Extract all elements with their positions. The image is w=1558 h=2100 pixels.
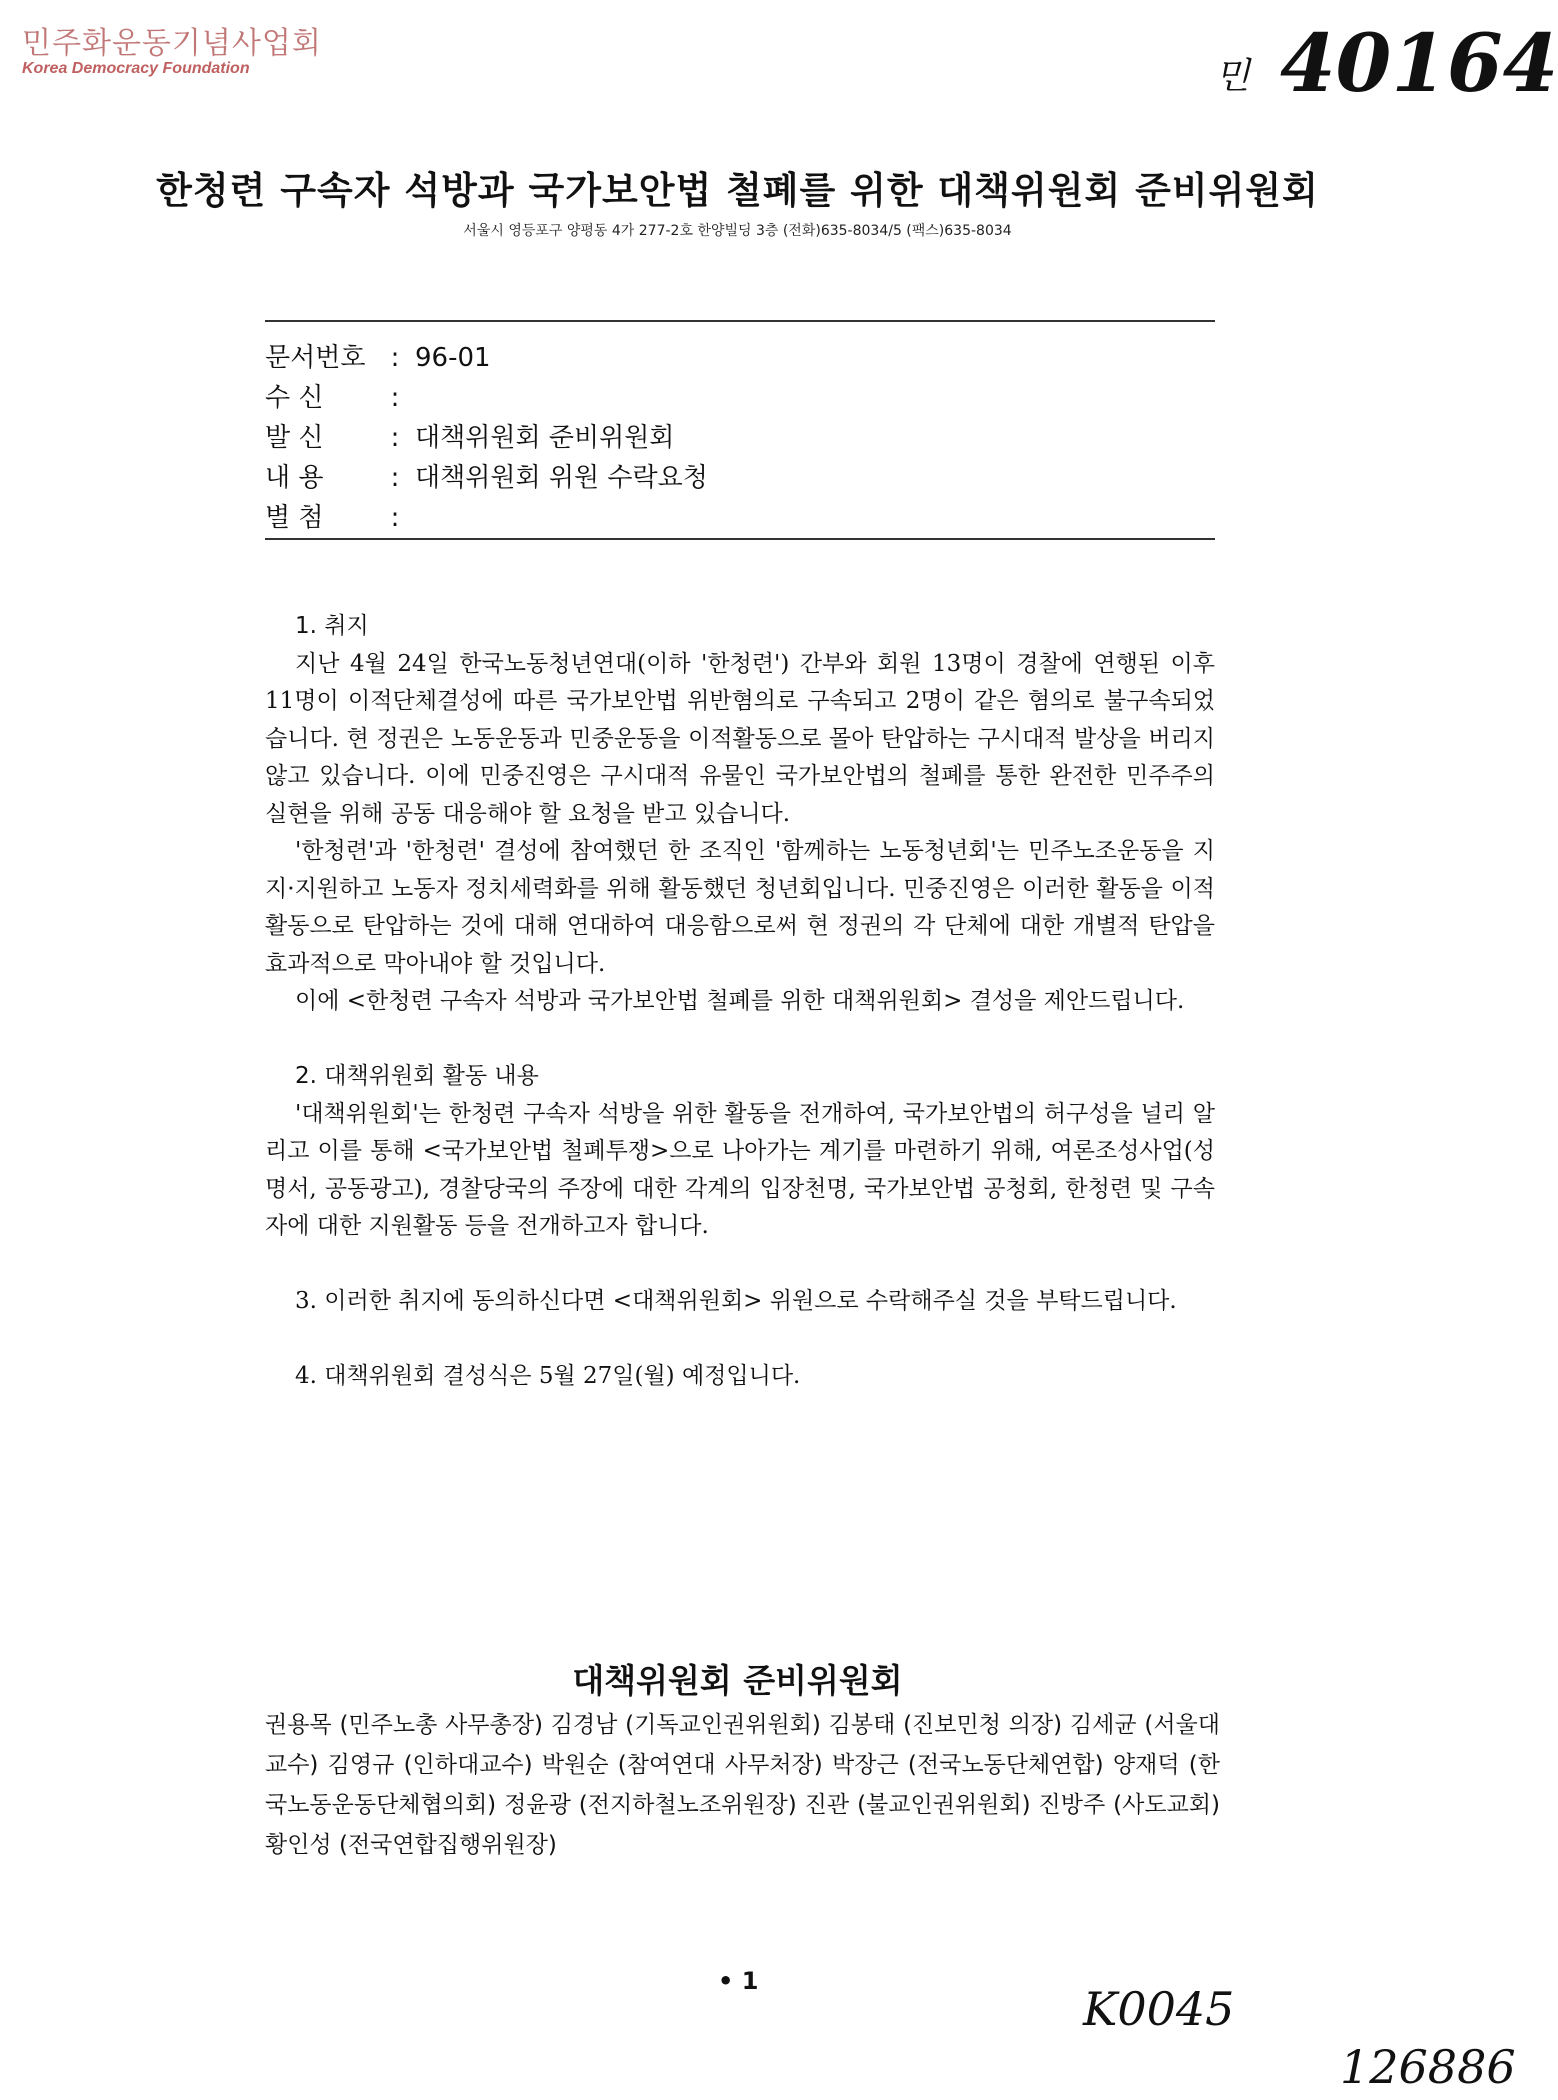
numbered-paragraph: 3. 이러한 취지에 동의하신다면 <대책위원회> 위원으로 수락해주실 것을 부탁드립니다. [295, 1288, 1177, 1314]
meta-value: 대책위원회 위원 수락요청 [415, 463, 708, 493]
meta-attachment: 별 첨 : [265, 498, 1215, 538]
document-body [265, 608, 1215, 1396]
meta-label: 내 용 [265, 463, 324, 493]
document-meta [265, 338, 1215, 538]
organization-address: 서울시 영등포구 양평동 4가 277-2호 한양빌딩 3층 (전화)635-8034/5 (팩스)635-8034 [463, 223, 1012, 239]
foundation-watermark: 민주화운동기념사업회 [22, 26, 322, 61]
meta-label: 수 신 [265, 383, 324, 413]
top-divider [265, 320, 1215, 322]
meta-value: 대책위원회 준비위원회 [415, 423, 675, 453]
document-title: 한청련 구속자 석방과 국가보안법 철폐를 위한 대책위원회 준비위원회 [156, 169, 1319, 212]
handwritten-doc-code: K0045 [1083, 1982, 1235, 2036]
handwritten-archive-id: 126886 [1340, 2040, 1516, 2094]
committee-members: 권용목 (민주노총 사무총장) 김경남 (기독교인권위원회) 김봉태 (진보민청 의장) 김세균 (서울대교수) 김영규 (인하대교수) 박원순 (참여연대 사무처장) 박장근 (전국노동단체연합) 양재덕 (한국노동운동단체협의회) 정윤광 (전지하철노조위원장) 진관 (불교인권위원회) 진방주 (사도교회) 황인성 (전국연합집행위원장) [265, 1712, 1220, 1858]
meta-value: 96-01 [415, 343, 491, 373]
meta-sender: 발 신 : 대책위원회 준비위원회 [265, 418, 1215, 458]
page-number: • 1 [718, 1967, 759, 1995]
meta-label: 문서번호 [265, 343, 366, 373]
meta-recipient: 수 신 : [265, 378, 1215, 418]
meta-subject: 내 용 : 대책위원회 위원 수락요청 [265, 458, 1215, 498]
meta-label: 발 신 [265, 423, 324, 453]
handwritten-prefix: 민 [1215, 56, 1250, 97]
meta-doc-number: 문서번호 : 96-01 [265, 338, 1215, 378]
paragraph: '대책위원회'는 한청련 구속자 석방을 위한 활동을 전개하여, 국가보안법의 허구성을 널리 알리고 이를 통해 <국가보안법 철폐투쟁>으로 나아가는 계기를 마련하기 위해, 여론조성사업(성명서, 공동광고), 경찰당국의 주장에 대한 각계의 입장천명, 국가보안법 공청회, 한청련 및 구속자에 대한 지원활동 등을 전개하고자 합니다. [265, 1100, 1215, 1239]
paragraph: 지난 4월 24일 한국노동청년연대(이하 '한청련') 간부와 회원 13명이 경찰에 연행된 이후 11명이 이적단체결성에 따른 국가보안법 위반혐의로 구속되고 2명이 같은 혐의로 불구속되었습니다. 현 정권은 노동운동과 민중운동을 이적활동으로 몰아 탄압하는 구시대적 발상을 버리지 않고 있습니다. 이에 민중진영은 구시대적 유물인 국가보안법의 철폐를 통한 완전한 민주주의 실현을 위해 공동 대응해야 할 요청을 받고 있습니다. [265, 650, 1215, 827]
paragraph: '한청련'과 '한청련' 결성에 참여했던 한 조직인 '함께하는 노동청년회'는 민주노조운동을 지지·지원하고 노동자 정치세력화를 위해 활동했던 청년회입니다. 민중진영은 이러한 활동을 이적활동으로 탄압하는 것에 대해 연대하여 대응함으로써 현 정권의 각 단체에 대한 개별적 탄압을 효과적으로 막아내야 할 것입니다. [265, 838, 1215, 977]
section-heading: 1. 취지 [295, 613, 369, 639]
foundation-watermark-english: Korea Democracy Foundation [22, 60, 250, 77]
handwritten-archive-number: 40164 [1280, 16, 1558, 110]
paragraph: 이에 <한청련 구속자 석방과 국가보안법 철폐를 위한 대책위원회> 결성을 제안드립니다. [295, 988, 1185, 1014]
section-heading: 2. 대책위원회 활동 내용 [295, 1063, 539, 1089]
meta-label: 별 첨 [265, 503, 324, 533]
numbered-paragraph: 4. 대책위원회 결성식은 5월 27일(월) 예정입니다. [295, 1363, 801, 1389]
bottom-divider [265, 538, 1215, 540]
signing-organization: 대책위원회 준비위원회 [572, 1661, 903, 1700]
